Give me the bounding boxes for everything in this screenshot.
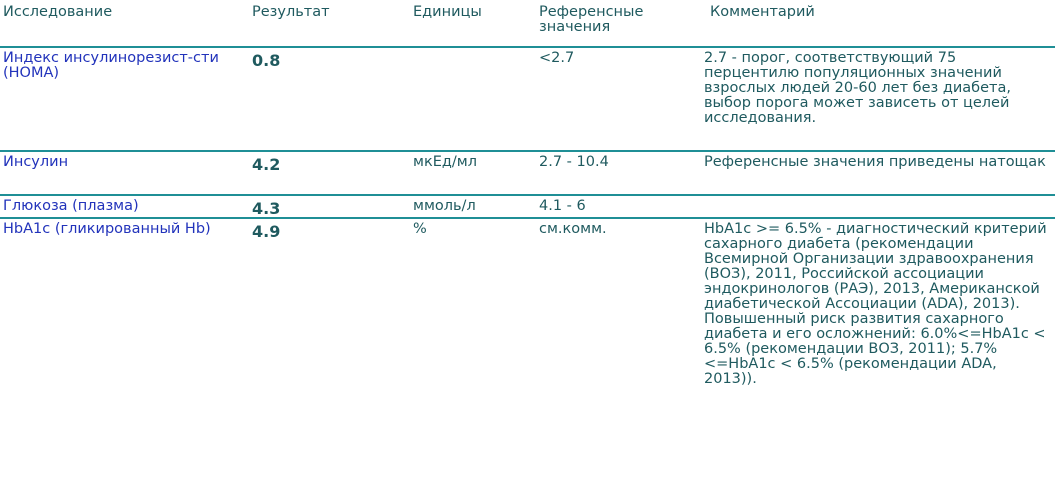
- reference-range: 4.1 - 6: [539, 198, 586, 214]
- test-name: HbA1c (гликированный Hb): [3, 221, 211, 237]
- test-name: Глюкоза (плазма): [3, 198, 139, 214]
- table-row: [0, 217, 1055, 477]
- comment: 2.7 - порог, соответствующий 75 перцентилю популяционных значений взрослых людей 20-60 лет без диабета, выбор порога может зависеть от целей исследования.: [704, 50, 1011, 126]
- table-row: [0, 150, 1055, 196]
- table-header: [0, 0, 1055, 46]
- result-value: 0.8: [252, 51, 281, 70]
- test-name: Индекс инсулинорезист-сти (HOMA): [3, 50, 219, 81]
- table-row: [0, 46, 1055, 152]
- result-value: 4.2: [252, 155, 281, 174]
- result-value: 4.3: [252, 199, 281, 218]
- header-comment: Комментарий: [710, 4, 815, 20]
- reference-range: см.комм.: [539, 221, 607, 237]
- test-name: Инсулин: [3, 154, 69, 170]
- units: мкЕд/мл: [413, 154, 477, 170]
- comment: Референсные значения приведены натощак: [704, 154, 1046, 170]
- units: %: [413, 221, 427, 237]
- header-test: Исследование: [3, 4, 113, 20]
- reference-range: <2.7: [539, 50, 575, 66]
- reference-range: 2.7 - 10.4: [539, 154, 609, 170]
- table-row: [0, 194, 1055, 219]
- header-result: Результат: [252, 4, 330, 20]
- header-units: Единицы: [413, 4, 482, 20]
- header-reference: Референсные значения: [539, 4, 644, 35]
- units: ммоль/л: [413, 198, 476, 214]
- result-value: 4.9: [252, 222, 281, 241]
- comment: HbA1c >= 6.5% - диагностический критерий сахарного диабета (рекомендации Всемирной Организации здравоохранения (ВОЗ), 2011, Российской ассоциации эндокринологов (РАЭ), 2013, Американской диабетической Ассоциации (ADA), 2013). Повышенный риск развития сахарного диабета и его осложнений: 6.0%<=HbA1c < 6.5% (рекомендации ВОЗ, 2011); 5.7%<=HbA1c < 6.5% (рекомендации ADA, 2013)).: [704, 221, 1047, 387]
